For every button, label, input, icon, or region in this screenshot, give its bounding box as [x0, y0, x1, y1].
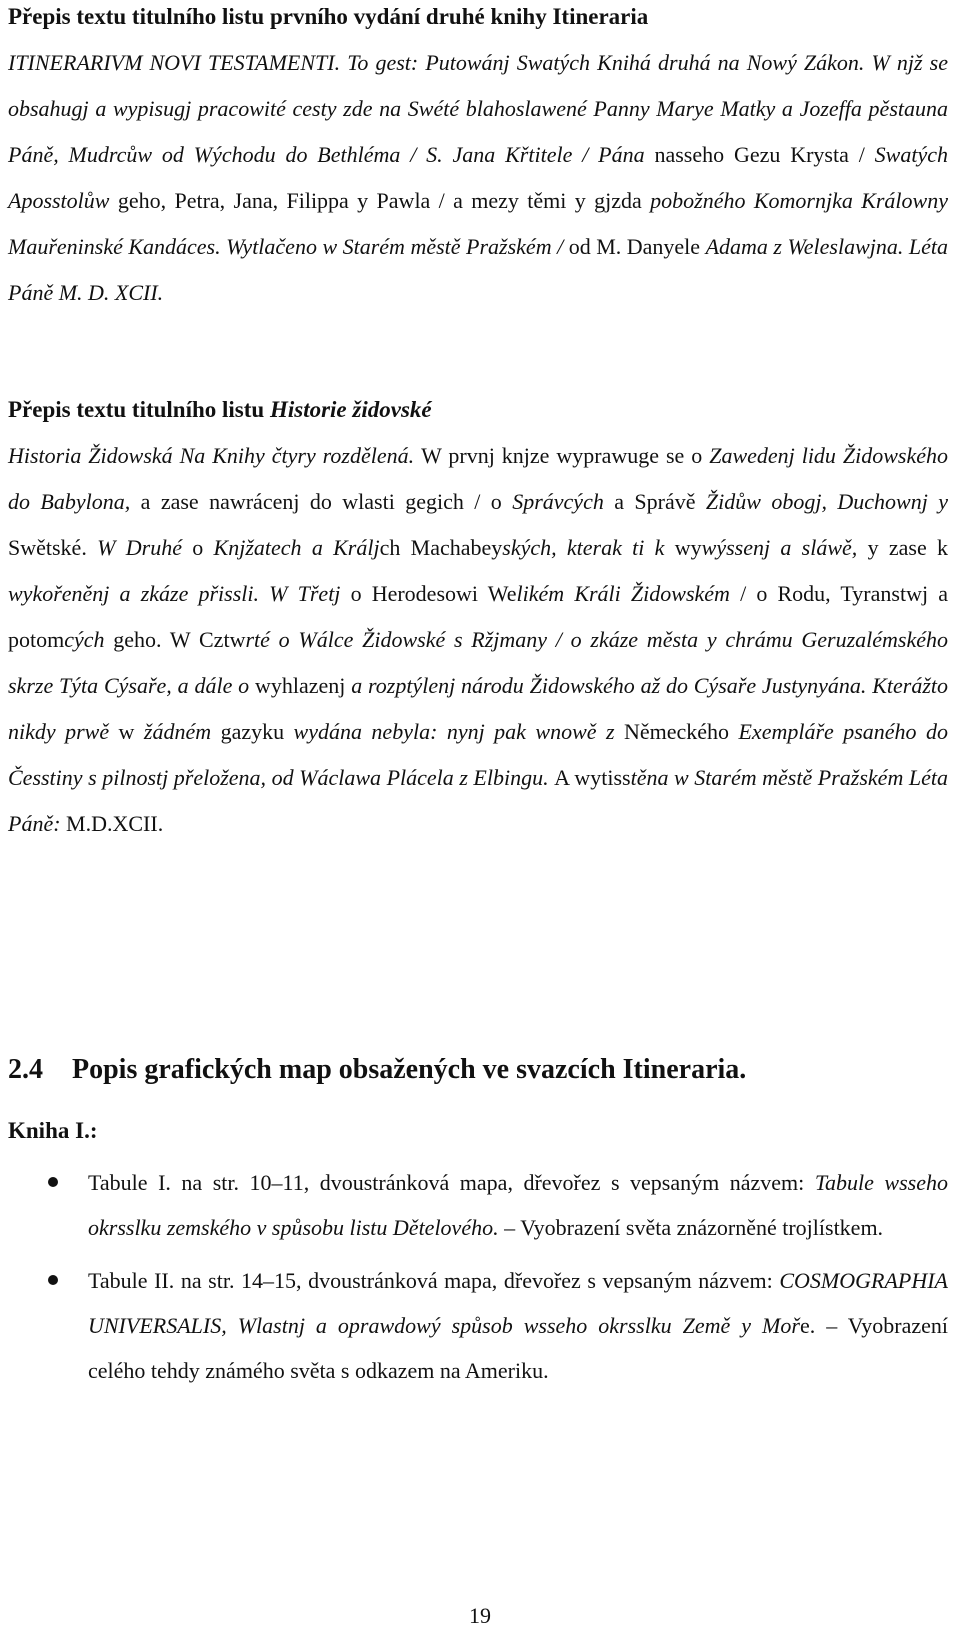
- italic-text-run: wýssenj a sláwě,: [701, 535, 868, 560]
- text-run: w: [118, 719, 144, 744]
- page-number: 19: [469, 1603, 491, 1628]
- italic-text-run: a rozptýlenj národu Židowského až do Cýsaře Justynyána. Kterážto nikdy prwě: [8, 673, 949, 744]
- italic-text-run: těna w Starém městě Pražském Léta Páně:: [8, 765, 949, 836]
- map-list: [0, 1160, 960, 1401]
- italic-text-run: ských, kterak ti k: [502, 535, 675, 560]
- italic-text-run: Historia Židowská Na Knihy čtyry rozdělená.: [8, 443, 422, 468]
- heading-itinerarium-transcription: Přepis textu titulního listu prvního vydání druhé knihy Itineraria: [8, 4, 649, 29]
- text-run: Swětské.: [8, 535, 98, 560]
- text-run: od M. Danyele: [568, 234, 706, 259]
- text-run: Tabule I. na str. 10–11, dvoustránková mapa, dřevořez s vepsaným názvem:: [88, 1170, 815, 1195]
- text-run: ch Machabey: [379, 535, 503, 560]
- italic-text-run: Židůw obogj, Duchownj y: [705, 489, 948, 514]
- title-transcription-historie: [8, 387, 948, 847]
- italic-text-run: rté o Wálce Židowské s Ržjmany / o zkáze města y chrámu Geruzalémského skrze Týta Cýsaře, a dále o: [8, 627, 948, 698]
- list-item: [0, 1258, 960, 1393]
- italic-text-run: Knjžatech a Králj: [213, 535, 380, 560]
- italic-text-run: wydána nebyla: nynj pak wnowě z: [293, 719, 624, 744]
- text-run: a Správě: [614, 489, 706, 514]
- text-run: geho. W Cztw: [113, 627, 246, 652]
- text-run: wy: [674, 535, 702, 560]
- italic-text-run: wykořeněnj a zkáze přissli. W Třetj: [8, 581, 351, 606]
- text-run: W prvnj knjze wyprawuge se o: [421, 443, 710, 468]
- text-run: Tabule II. na str. 14–15, dvoustránková mapa, dřevořez s vepsaným názvem:: [88, 1268, 780, 1293]
- italic-text-run: cých: [64, 627, 114, 652]
- text-run: / o Rodu, Tyranstwj a potom: [8, 581, 948, 652]
- text-run: o Herodesowi We: [350, 581, 517, 606]
- text-run: wyhlazenj: [255, 673, 352, 698]
- text-run: o: [192, 535, 214, 560]
- heading-historie-transcription: [8, 387, 948, 433]
- list-item-text: [88, 1160, 948, 1250]
- bullet-icon: [48, 1275, 58, 1285]
- italic-text-run: ITINERARIVM NOVI TESTAMENTI. To gest: Putowánj Swatých Knihá druhá na Nowý Zákon. W njž se obsahugj a wypisugj pracowité cesty zde na Swété blahoslawené Panny Marye Matky a Jozeffa pěstauna Páně, Mudrcůw od Wýchodu do Bethléma / S. Jana Křtitele / Pána: [8, 50, 948, 167]
- italic-text-run: Exempláře psaného do Česstiny s pilnostj přeložena, od Wáclawa Plácela z Elbingu.: [8, 719, 949, 790]
- text-run: geho, Petra, Jana, Filippa y Pawla / a mezy těmi y gjzda: [117, 188, 651, 213]
- text-run: Německého: [623, 719, 739, 744]
- text-run: y zase k: [867, 535, 949, 560]
- text-run: nasseho Gezu Krysta /: [654, 142, 875, 167]
- heading-historie-italic: Historie židovské: [269, 397, 432, 422]
- subheading-kniha: Kniha I.:: [8, 1118, 98, 1143]
- text-run: a zase nawrácenj do wlasti gegich / o: [140, 489, 513, 514]
- list-item: [0, 1160, 960, 1250]
- text-run: gazyku: [220, 719, 294, 744]
- italic-text-run: COSMOGRAPHIA UNIVERSALIS, Wlastnj a oprawdowý spůsob wsseho okrsslku Země y Moř: [88, 1268, 948, 1338]
- italic-text-run: Adama z Weleslawjna. Léta Páně M. D. XCII.: [8, 234, 948, 305]
- italic-text-run: W Druhé: [97, 535, 193, 560]
- paragraph-itinerarium-title: [8, 40, 948, 316]
- italic-text-run: Správcých: [512, 489, 615, 514]
- italic-text-run: pobožného Komornjka Králowny Mauřeninské Kandáces. Wytlačeno w Starém městě Pražském /: [8, 188, 948, 259]
- italic-text-run: likém Králi Židowském: [516, 581, 741, 606]
- heading-historie-plain: Přepis textu titulního listu: [8, 397, 270, 422]
- list-item-text: [88, 1258, 948, 1393]
- section-number: 2.4: [8, 1054, 43, 1085]
- text-run: M.D.XCII.: [66, 811, 164, 836]
- text-run: A wytiss: [554, 765, 631, 790]
- paragraph-historie-title: [8, 433, 948, 847]
- text-run: – Vyobrazení světa znázorněné trojlístkem.: [498, 1215, 884, 1240]
- text-run: e. – Vyobrazení celého tehdy známého světa s odkazem na Ameriku.: [88, 1313, 948, 1383]
- section-title: Popis grafických map obsažených ve svazcích Itineraria.: [72, 1054, 747, 1085]
- italic-text-run: Tabule wsseho okrsslku zemského v spůsobu listu Dětelového.: [88, 1170, 948, 1240]
- italic-text-run: Swatých Aposstolůw: [8, 142, 948, 213]
- bullet-icon: [48, 1177, 58, 1187]
- italic-text-run: žádném: [143, 719, 221, 744]
- title-transcription-itinerarium: [8, 0, 948, 316]
- italic-text-run: Zawedenj lidu Židowského do Babylona,: [8, 443, 948, 514]
- section-heading: [8, 1050, 746, 1090]
